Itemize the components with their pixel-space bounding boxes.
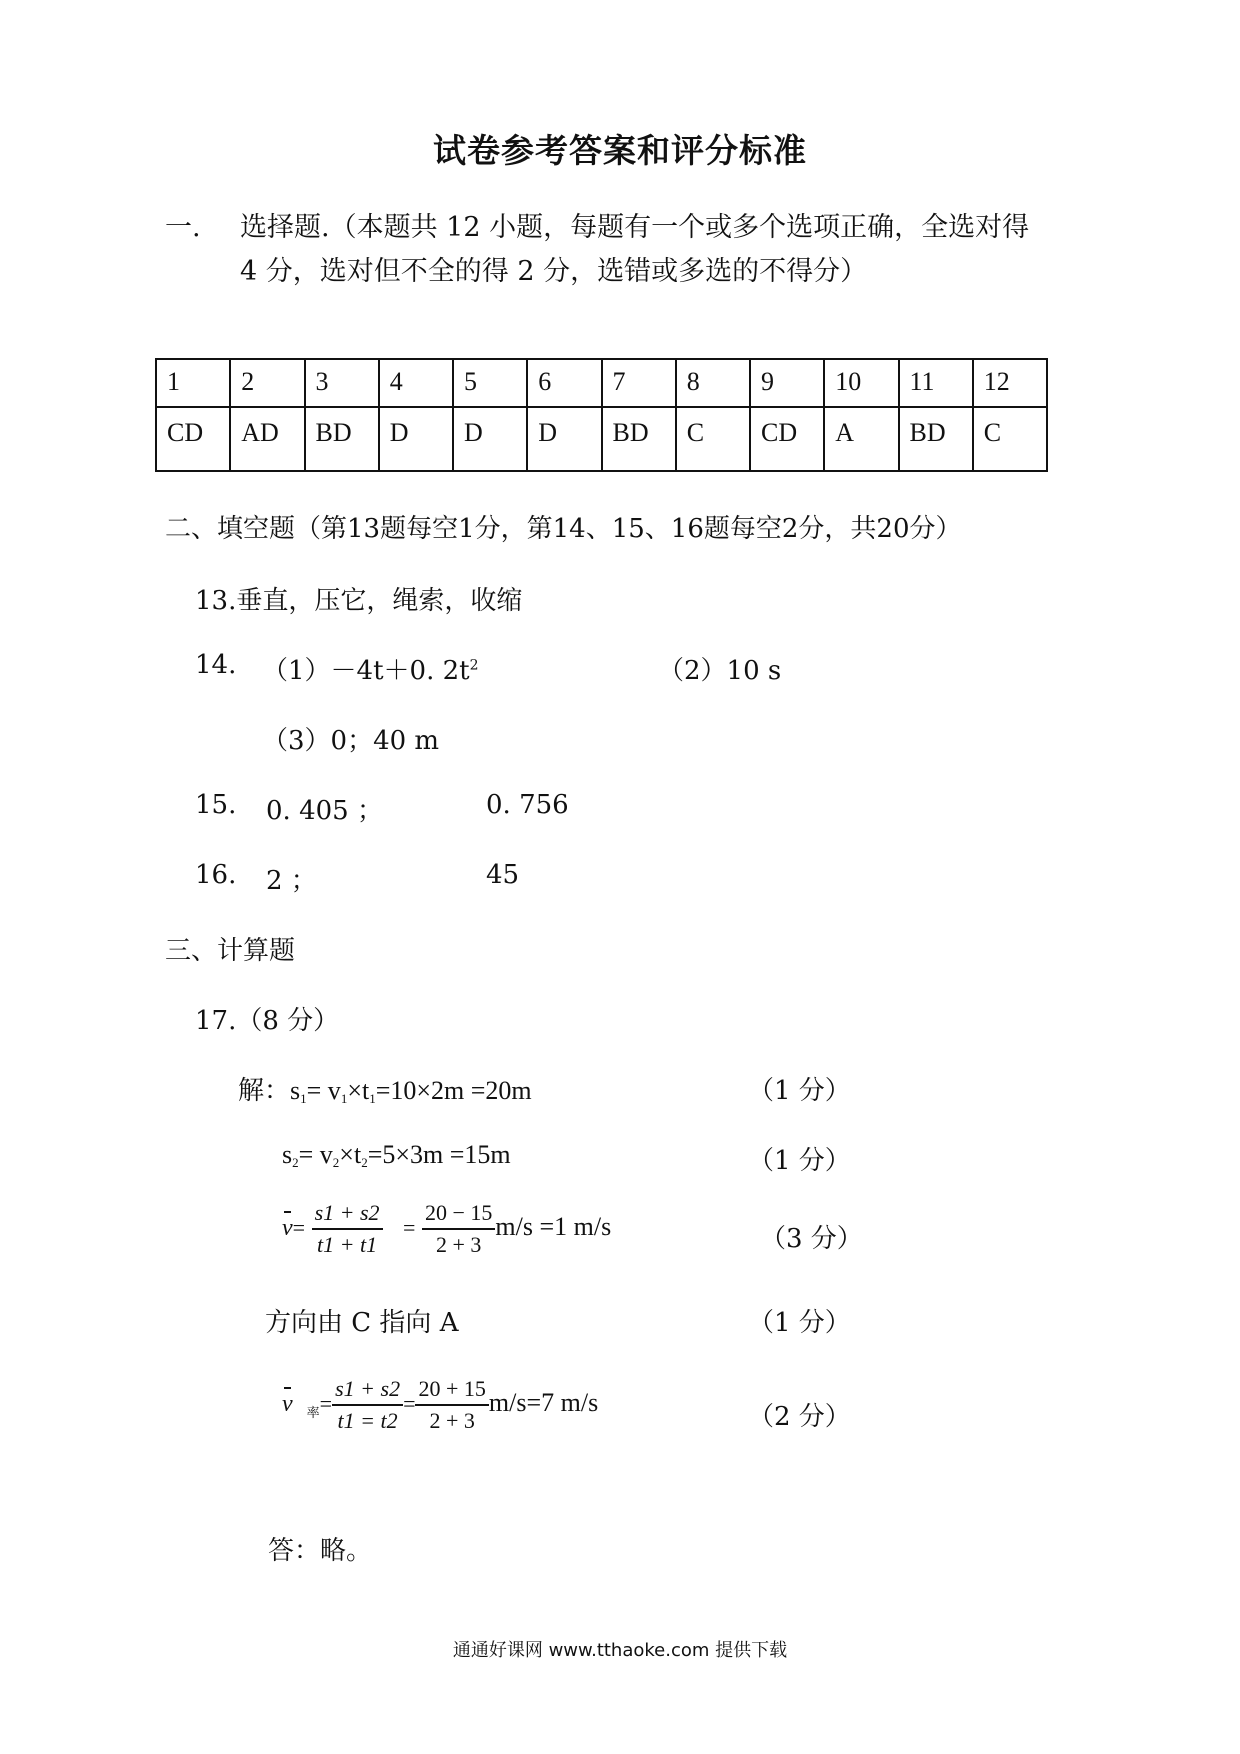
answer-cell: BD	[305, 407, 379, 471]
fraction-denominator: t1 = t2	[337, 1408, 398, 1433]
question-number-cell: 4	[379, 359, 453, 407]
q17-line5	[282, 1376, 598, 1434]
section1-number: 一.	[165, 212, 201, 243]
q17-line2-s-sub: 2	[292, 1155, 299, 1170]
fraction-denominator: 2 + 3	[435, 1232, 482, 1257]
question-number-cell: 5	[453, 359, 527, 407]
q17-solution-prefix: 解：	[238, 1076, 291, 1106]
answer-table-number-row	[156, 359, 1047, 407]
q17-line5-eq: =	[319, 1390, 333, 1416]
question-number-cell: 10	[824, 359, 898, 407]
answer-cell: D	[379, 407, 453, 471]
answer-cell: D	[453, 407, 527, 471]
page-title: 试卷参考答案和评分标准	[433, 131, 807, 170]
fraction-numerator: s1 + s2	[332, 1376, 403, 1406]
q14-part2: （2）10 s	[658, 656, 782, 686]
fraction-numerator: s1 + s2	[312, 1200, 383, 1230]
q17-line2-t-sub: 2	[361, 1155, 368, 1170]
q17-line2	[282, 1140, 511, 1171]
q17-line5-rest: m/s=7 m/s	[488, 1387, 599, 1417]
fraction-numeric	[415, 1376, 488, 1434]
fraction-symbolic	[332, 1376, 403, 1434]
q17-line5-eq2: =	[403, 1390, 416, 1416]
q14-part1-text: （1）－4t＋0. 2t	[262, 656, 470, 686]
fraction-symbolic	[312, 1200, 383, 1258]
q17-line1-s: s	[290, 1076, 301, 1105]
q17-line1-v-sub: 1	[340, 1091, 348, 1106]
q13-answer: 13.垂直，压它，绳索，收缩	[195, 586, 523, 616]
q17-line2-mid: ×t	[339, 1140, 362, 1169]
q17-line1-t-sub: 1	[369, 1091, 376, 1106]
q17-line4-score: （1 分）	[748, 1308, 851, 1338]
q17-line5-score: （2 分）	[748, 1402, 851, 1432]
section2-heading: 二、填空题（第13题每空1分，第14、15、16题每空2分，共20分）	[165, 514, 962, 544]
q17-line1-s-sub: 1	[300, 1091, 307, 1106]
q17-line3-score: （3 分）	[760, 1224, 863, 1254]
speed-subscript: 率	[306, 1405, 320, 1421]
q17-line2-rest: =5×3m =15m	[367, 1140, 511, 1169]
fraction-denominator: t1 + t1	[317, 1232, 378, 1257]
answer-cell: C	[676, 407, 750, 471]
q17-line1-eq: = v	[306, 1076, 341, 1105]
q16-answer-b: 45	[486, 860, 520, 890]
q17-line3-rest: m/s =1 m/s	[495, 1211, 612, 1241]
answer-table	[155, 358, 1048, 472]
average-speed-symbol: v	[282, 1390, 293, 1417]
question-number-cell: 6	[527, 359, 601, 407]
fraction-numeric	[422, 1200, 495, 1258]
q17-line2-v-sub: 2	[332, 1155, 340, 1170]
q15-number: 15.	[195, 790, 237, 820]
q16-answer-a: 2 ；	[266, 866, 317, 896]
answer-cell: C	[973, 407, 1047, 471]
section1-text-line1: 选择题.（本题共 12 小题，每题有一个或多个选项正确，全选对得	[240, 212, 1030, 243]
q17-line2-score: （1 分）	[748, 1146, 851, 1176]
q14-part3: （3）0；40 m	[262, 726, 440, 756]
answer-cell: D	[527, 407, 601, 471]
q14-part1	[262, 650, 479, 687]
answer-cell: AD	[230, 407, 304, 471]
answer-cell: CD	[156, 407, 230, 471]
fraction-denominator: 2 + 3	[429, 1408, 475, 1433]
q15-answer-b: 0. 756	[486, 790, 569, 820]
answer-table-answer-row	[156, 407, 1047, 471]
question-number-cell: 2	[230, 359, 304, 407]
q17-line3	[282, 1200, 611, 1258]
q17-line2-eq: = v	[298, 1140, 333, 1169]
question-number-cell: 8	[676, 359, 750, 407]
q17-line1	[238, 1070, 532, 1107]
answer-cell: CD	[750, 407, 824, 471]
question-number-cell: 11	[899, 359, 973, 407]
q17-line2-s: s	[282, 1140, 293, 1169]
question-number-cell: 9	[750, 359, 824, 407]
question-number-cell: 3	[305, 359, 379, 407]
section1-text-line2: 4 分，选对但不全的得 2 分，选错或多选的不得分）	[240, 256, 868, 287]
average-velocity-symbol: v	[282, 1214, 293, 1241]
q16-number: 16.	[195, 860, 237, 890]
footer-source: 通通好课网 www.tthaoke.com 提供下载	[452, 1640, 788, 1661]
q17-line4-direction: 方向由 C 指向 A	[265, 1308, 459, 1338]
q17-line1-mid: ×t	[347, 1076, 370, 1105]
q15-answer-a: 0. 405 ；	[266, 796, 383, 826]
q17-header: 17.（8 分）	[195, 1006, 340, 1036]
question-number-cell: 1	[156, 359, 230, 407]
answer-cell: BD	[602, 407, 676, 471]
q17-line3-eq: =	[292, 1214, 306, 1240]
question-number-cell: 7	[602, 359, 676, 407]
q14-part1-superscript: 2	[469, 657, 479, 674]
q14-number: 14.	[195, 650, 237, 680]
answer-cell: BD	[899, 407, 973, 471]
question-number-cell: 12	[973, 359, 1047, 407]
q17-final-answer: 答：略。	[268, 1536, 373, 1566]
answer-cell: A	[824, 407, 898, 471]
q17-line1-score: （1 分）	[748, 1076, 851, 1106]
fraction-numerator: 20 + 15	[415, 1376, 488, 1406]
fraction-numerator: 20 − 15	[422, 1200, 495, 1230]
q17-line1-rest: =10×2m =20m	[375, 1076, 532, 1105]
section3-heading: 三、计算题	[165, 936, 296, 966]
q17-line3-eq2: =	[403, 1214, 416, 1240]
